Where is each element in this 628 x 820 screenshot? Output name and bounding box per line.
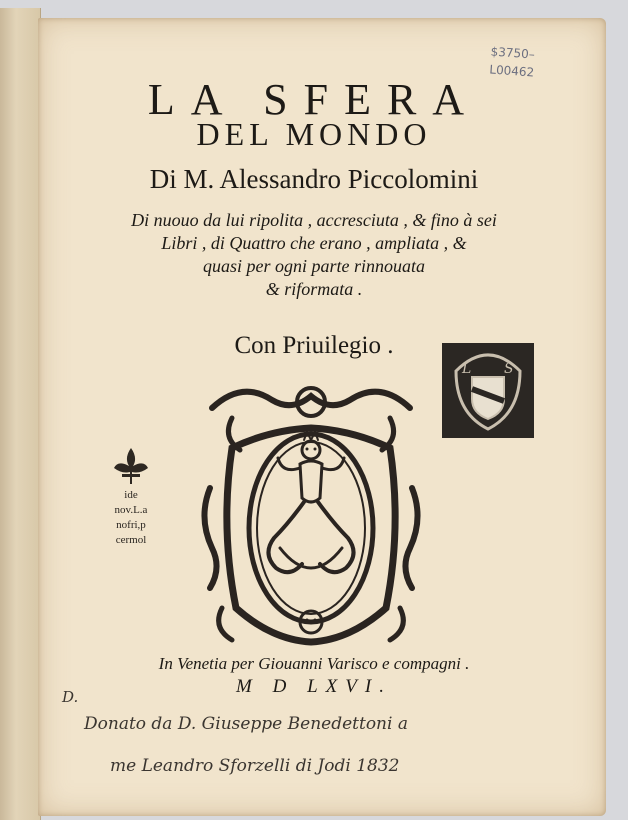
- title-line2: DEL MONDO: [196, 116, 432, 152]
- stamp-text-line3: nofri,p: [116, 519, 146, 531]
- title-line1: LA SFERA: [147, 75, 481, 124]
- price-note-line2: L00462: [488, 62, 535, 80]
- privilege-line: Con Priuilegio .: [234, 332, 394, 359]
- stamp-text-line1: ide: [124, 489, 138, 501]
- svg-text:S: S: [504, 361, 514, 377]
- siren-emblem-icon: [192, 378, 430, 650]
- subtitle-line1: Di nuouo da lui ripolita , accresciuta , & fino à sei: [131, 210, 497, 230]
- ownership-stamp: [442, 343, 534, 438]
- subtitle-block: [60, 209, 568, 301]
- inscription-line2: me Leandro Sforzelli di Jodi 1832: [110, 756, 400, 776]
- subtitle-line2: Libri , di Quattro che erano , ampliata , &: [161, 233, 467, 253]
- price-note-line1: $3750–: [490, 44, 536, 62]
- imprint-line: In Venetia per Giouanni Varisco e compagni .: [158, 654, 470, 673]
- library-stamp-text: [96, 488, 166, 548]
- author-line: Di M. Alessandro Piccolomini: [149, 164, 479, 194]
- svg-text:L: L: [462, 361, 472, 377]
- heraldic-shield-icon: [442, 343, 534, 438]
- fleur-de-lis-icon: [96, 444, 166, 488]
- inscription-line1: Donato da D. Giuseppe Benedettoni a: [84, 714, 408, 734]
- printers-device-woodcut: [192, 378, 430, 650]
- stamp-text-line4: cermol: [115, 534, 147, 546]
- inscription-mark: D.: [62, 688, 79, 706]
- library-stamp: [96, 444, 166, 554]
- publication-date: M D LXVI.: [236, 676, 392, 697]
- stamp-text-line2: nov.L.a: [114, 504, 148, 516]
- subtitle-line4: & riformata .: [265, 279, 363, 299]
- subtitle-line3: quasi per ogni parte rinnouata: [202, 256, 425, 276]
